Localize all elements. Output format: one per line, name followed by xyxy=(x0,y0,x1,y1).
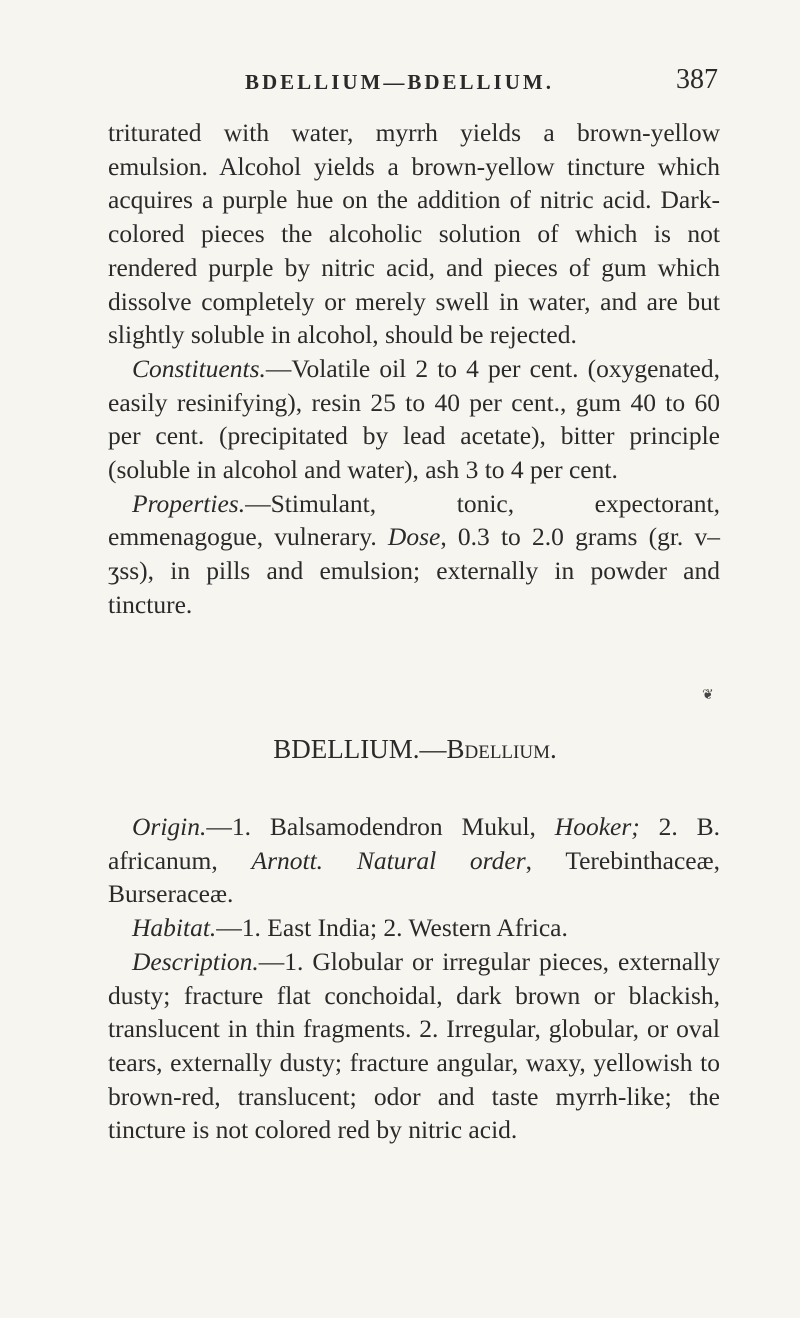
origin-paragraph xyxy=(108,810,720,911)
heading-smallcaps: Bdellium. xyxy=(446,734,557,764)
habitat-label: Habitat. xyxy=(132,913,217,943)
origin-text-3: , Terebinthaceæ, Burseraceæ. xyxy=(108,845,720,909)
habitat-text: —1. East India; 2. Western Africa. xyxy=(216,913,568,943)
constituents-label: Constituents. xyxy=(132,353,266,383)
running-head: BDELLIUM—BDELLIUM. xyxy=(245,70,554,94)
properties-paragraph xyxy=(108,487,720,622)
printers-mark-icon: ❦ xyxy=(702,688,714,703)
origin-hooker: Hooker; xyxy=(554,812,640,841)
description-text: —1. Globular or irregular pieces, externally dusty; fracture flat conchoidal, dark brown or blackish, translucent in thin fragments. 2. Irregular, globular, or oval tears, externally dusty; fracture angular, waxy, yellowish to brown-red, translucent; odor and taste myrrh-like; the tincture is not colored red by nitric acid. xyxy=(108,946,720,1145)
habitat-paragraph xyxy=(108,911,720,945)
dose-text: , 0.3 to 2.0 grams (gr. v–ʒss), in pills and emulsion; externally in powder and tincture. xyxy=(108,522,721,619)
constituents-paragraph xyxy=(108,352,720,487)
properties-text: —Stimulant, tonic, expectorant, emmenagogue, vulnerary. xyxy=(108,488,720,552)
origin-arnott: Arnott. xyxy=(251,845,324,875)
description-paragraph xyxy=(108,945,720,1147)
page-number: 387 xyxy=(676,64,718,95)
dose-label: Dose xyxy=(387,522,441,552)
section-heading-bdellium xyxy=(0,734,800,765)
description-label: Description. xyxy=(132,946,259,976)
myrrh-section xyxy=(108,116,720,622)
bdellium-section xyxy=(108,810,720,1147)
origin-natural-order: Natural order xyxy=(356,845,526,875)
origin-text-1: —1. Balsamodendron Mukul, xyxy=(206,812,555,841)
origin-text-2: 2. B. africanum, xyxy=(108,812,720,875)
myrrh-paragraph-1: triturated with water, myrrh yields a brown-yellow emulsion. Alcohol yields a brown-yellow tincture which acquires a purple hue on the addition of nitric acid. Dark-colored pieces the alcoholic solution of which is not rendered purple by nitric acid, and pieces of gum which dissolve completely or merely swell in water, and are but slightly soluble in alcohol, should be rejected. xyxy=(108,118,720,350)
heading-main: BDELLIUM.— xyxy=(273,734,447,764)
origin-label: Origin. xyxy=(132,812,207,841)
properties-label: Properties. xyxy=(132,488,246,518)
constituents-text: —Volatile oil 2 to 4 per cent. (oxygenated, easily resinifying), resin 25 to 40 per cent., gum 40 to 60 per cent. (precipitated by lead acetate), bitter principle (soluble in alcohol and water), ash 3 to 4 per cent. xyxy=(108,353,720,485)
